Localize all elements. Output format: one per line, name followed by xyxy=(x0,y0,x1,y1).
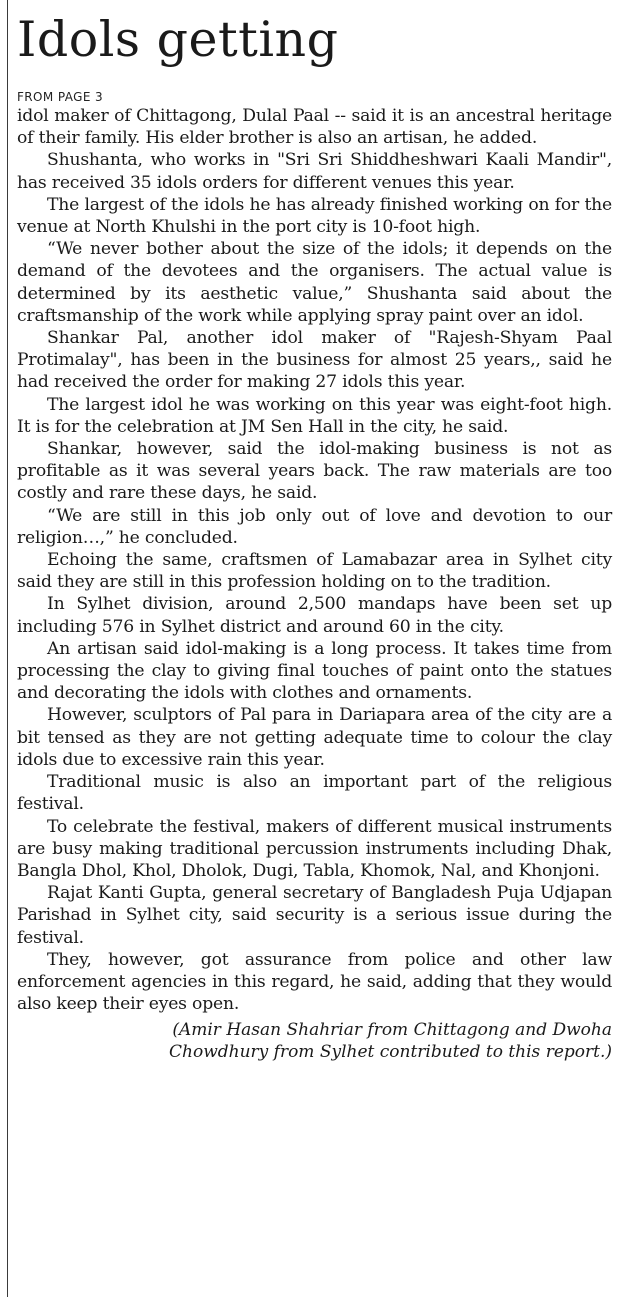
credit-line: (Amir Hasan Shahriar from Chittagong and Dwoha xyxy=(172,1020,612,1041)
paragraph: They, however, got assurance from police and other law enforcement agencies in this regard, he said, adding that they would also keep their eyes open. xyxy=(17,949,612,1015)
paragraph: Rajat Kanti Gupta, general secretary of Bangladesh Puja Udjapan Parishad in Sylhet city, said security is a serious issue during the festival. xyxy=(17,883,612,948)
jump-line: FROM PAGE 3 xyxy=(17,90,104,104)
paragraph: “We are still in this job only out of love and devotion to our religion…,” he concluded. xyxy=(17,505,612,548)
credit-line: Chowdhury from Sylhet contributed to this report.) xyxy=(169,1042,612,1063)
paragraph: In Sylhet division, around 2,500 mandaps have been set up including 576 in Sylhet district and around 60 in the city. xyxy=(17,594,612,637)
paragraph: Shankar Pal, another idol maker of "Rajesh-Shyam Paal Protimalay", has been in the business for almost 25 years,, said he had received the order for making 27 idols this year. xyxy=(17,328,612,393)
paragraph: Shushanta, who works in "Sri Sri Shiddheshwari Kaali Mandir", has received 35 idols orders for different venues this year. xyxy=(17,150,612,193)
paragraph: Traditional music is also an important part of the religious festival. xyxy=(17,772,612,815)
article xyxy=(17,0,612,1063)
paragraph: Shankar, however, said the idol-making business is not as profitable as it was several years back. The raw materials are too costly and rare these days, he said. xyxy=(17,439,612,504)
paragraph: idol maker of Chittagong, Dulal Paal -- said it is an ancestral heritage of their family. His elder brother is also an artisan, he added. xyxy=(17,106,612,149)
column-rule-left xyxy=(7,0,8,1297)
contributor-credit xyxy=(17,1019,612,1063)
paragraph: However, sculptors of Pal para in Dariapara area of the city are a bit tensed as they are not getting adequate time to colour the clay idols due to excessive rain this year. xyxy=(17,705,612,770)
paragraph: “We never bother about the size of the idols; it depends on the demand of the devotees and the organisers. The actual value is determined by its aesthetic value,” Shushanta said about the craftsmanship of the work while applying spray paint over an idol. xyxy=(17,239,612,326)
article-body xyxy=(17,105,612,1015)
paragraph: An artisan said idol-making is a long process. It takes time from processing the clay to giving final touches of paint onto the statues and decorating the idols with clothes and ornaments. xyxy=(17,638,612,704)
paragraph: Echoing the same, craftsmen of Lamabazar area in Sylhet city said they are still in this profession holding on to the tradition. xyxy=(17,550,612,593)
paragraph: To celebrate the festival, makers of different musical instruments are busy making traditional percussion instruments including Dhak, Bangla Dhol, Khol, Dholok, Dugi, Tabla, Khomok, Nal, and Khonjoni. xyxy=(17,816,612,881)
headline: Idols getting xyxy=(17,11,339,68)
paragraph: The largest of the idols he has already finished working on for the venue at North Khulshi in the port city is 10-foot high. xyxy=(17,194,612,238)
paragraph: The largest idol he was working on this year was eight-foot high. It is for the celebration at JM Sen Hall in the city, he said. xyxy=(17,394,612,437)
